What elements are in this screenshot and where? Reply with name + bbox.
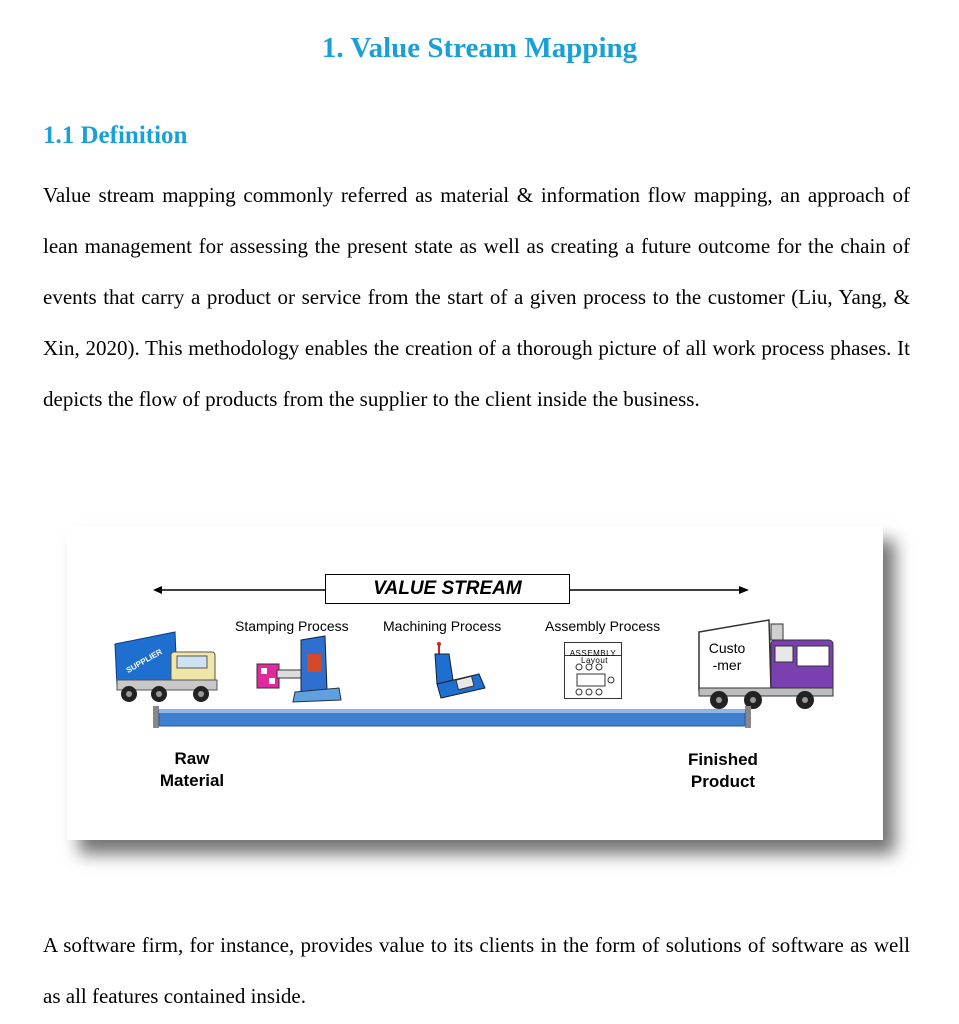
- assembly-box-title: ASSEMBLY: [569, 649, 617, 658]
- process-label-stamping: Stamping Process: [235, 618, 349, 634]
- assembly-layout-box: [564, 642, 622, 699]
- raw-material-label: Raw Material: [159, 749, 225, 790]
- assembly-layout-icon: [571, 661, 617, 697]
- value-stream-figure: [67, 526, 883, 840]
- finished-product-label: Finished Product: [688, 750, 758, 791]
- process-label-assembly: Assembly Process: [545, 618, 661, 634]
- section-heading: 1.1 Definition: [43, 122, 188, 149]
- flow-bar: [153, 706, 753, 734]
- example-paragraph: A software firm, for instance, provides value to its clients in the form of solutions of software as well as all features contained inside.: [43, 933, 910, 1008]
- supplier-truck-icon: [113, 630, 223, 706]
- document-title: 1. Value Stream Mapping: [321, 32, 638, 64]
- assembly-box-subtitle: Layout: [581, 656, 609, 665]
- process-label-machining: Machining Process: [383, 618, 502, 634]
- machining-robot-icon: [427, 640, 489, 702]
- definition-paragraph: Value stream mapping commonly referred as material & information flow mapping, an approach of lean management for assessing the present state as well as creating a future outcome for the chain of events that carry a product or service from the start of a given process to the customer (Liu, Yang, & Xin, 2020). This methodology enables the creation of a thorough picture of all work process phases. It depicts the flow of products from the supplier to the client inside the business.: [43, 183, 910, 411]
- value-stream-label: VALUE STREAM: [325, 574, 570, 604]
- stamping-machine-icon: [255, 634, 343, 704]
- supplier-label: SUPPLIER: [124, 647, 164, 675]
- customer-label: Custo -mer: [708, 640, 746, 673]
